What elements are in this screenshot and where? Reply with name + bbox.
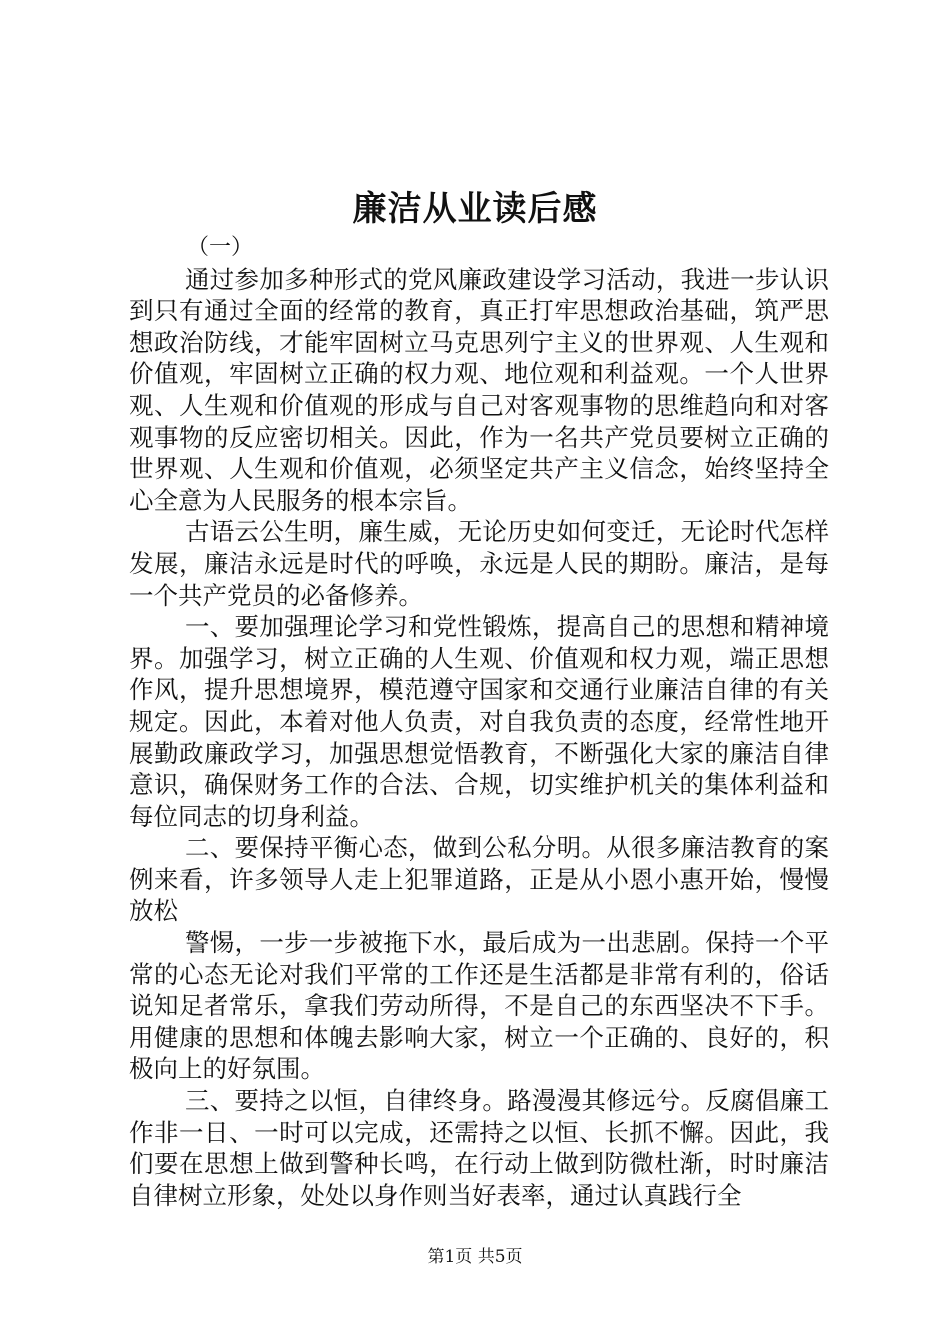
page-number: 第1页 共5页 [427, 1247, 523, 1267]
paragraph-5: 警惕，一步一步被拖下水，最后成为一出悲剧。保持一个平常的心态无论对我们平常的工作还是生活都是非常有利的，俗话说知足者常乐，拿我们劳动所得，不是自己的东西坚决不下手。用健康的思想和体魄去影响大家，树立一个正确的、良好的，积极向上的好氛围。 [129, 928, 829, 1084]
section-marker: （一） [187, 235, 254, 260]
paragraph-4: 二、要保持平衡心态，做到公私分明。从很多廉洁教育的案例来看，许多领导人走上犯罪道路，正是从小恩小惠开始，慢慢放松 [129, 833, 829, 926]
document-body [129, 232, 829, 1211]
paragraph-3: 一、要加强理论学习和党性锻炼，提高自己的思想和精神境界。加强学习，树立正确的人生观、价值观和权力观，端正思想作风，提升思想境界，模范遵守国家和交通行业廉洁自律的有关规定。因此，本着对他人负责，对自我负责的态度，经常性地开展勤政廉政学习，加强思想觉悟教育，不断强化大家的廉洁自律意识，确保财务工作的合法、合规，切实维护机关的集体利益和每位同志的切身利益。 [129, 612, 829, 831]
paragraph-2: 古语云公生明，廉生威，无论历史如何变迁，无论时代怎样发展，廉洁永远是时代的呼唤，永远是人民的期盼。廉洁，是每一个共产党员的必备修养。 [129, 517, 829, 610]
paragraph-6: 三、要持之以恒，自律终身。路漫漫其修远兮。反腐倡廉工作非一日、一时可以完成，还需持之以恒、长抓不懈。因此，我们要在思想上做到警种长鸣，在行动上做到防微杜渐，时时廉洁自律树立形象，处处以身作则当好表率，通过认真践行全 [129, 1086, 829, 1210]
paragraph-1: 通过参加多种形式的党风廉政建设学习活动，我进一步认识到只有通过全面的经常的教育，真正打牢思想政治基础，筑严思想政治防线，才能牢固树立马克思列宁主义的世界观、人生观和价值观，牢固树立正确的权力观、地位观和利益观。一个人世界观、人生观和价值观的形成与自己对客观事物的思维趋向和对客观事物的反应密切相关。因此，作为一名共产党员要树立正确的世界观、人生观和价值观，必须坚定共产主义信念，始终坚持全心全意为人民服务的根本宗旨。 [129, 264, 829, 515]
document-title: 廉洁从业读后感 [352, 189, 598, 229]
